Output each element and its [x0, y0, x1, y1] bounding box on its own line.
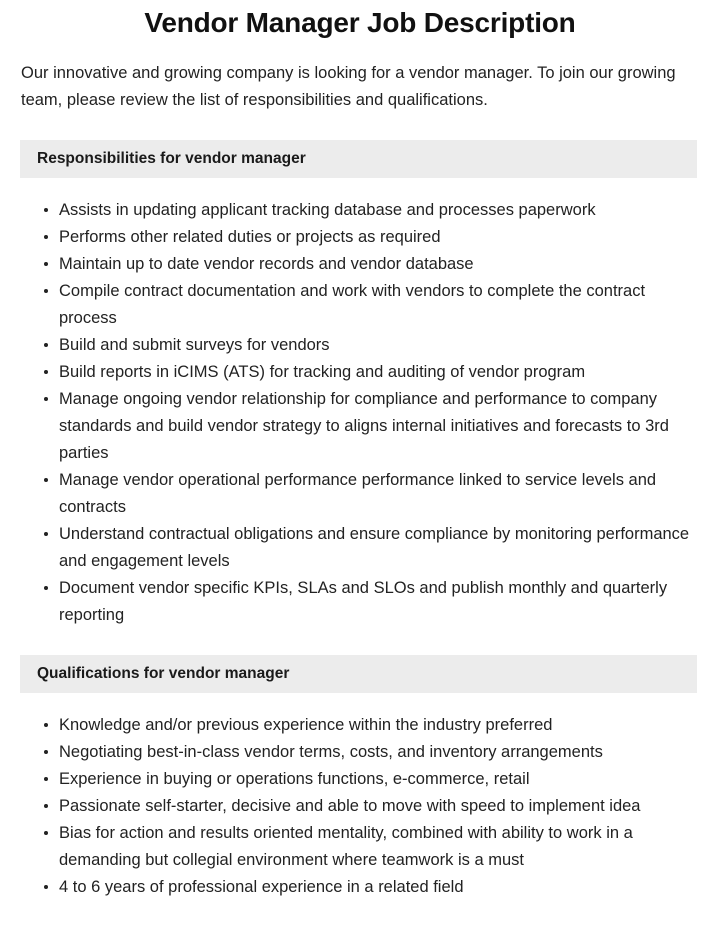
intro-paragraph: Our innovative and growing company is looking for a vendor manager. To join our growing team, please review the list of responsibilities and qualifications. — [21, 64, 676, 109]
list-item: Understand contractual obligations and ensure compliance by monitoring performance and engagement levels — [44, 521, 694, 575]
list-item: Build reports in iCIMS (ATS) for tracking and auditing of vendor program — [44, 359, 694, 386]
list-item: Manage vendor operational performance performance linked to service levels and contracts — [44, 467, 694, 521]
list-item: Negotiating best-in-class vendor terms, costs, and inventory arrangements — [44, 739, 694, 766]
list-item: Experience in buying or operations functions, e-commerce, retail — [44, 766, 694, 793]
list-item: Manage ongoing vendor relationship for compliance and performance to company standards and build vendor strategy to aligns internal initiatives and forecasts to 3rd parties — [44, 386, 694, 467]
list-item: Performs other related duties or projects as required — [44, 224, 694, 251]
list-item: Assists in updating applicant tracking database and processes paperwork — [44, 197, 694, 224]
page-title: Vendor Manager Job Description — [144, 7, 576, 38]
qualifications-list — [0, 693, 720, 901]
list-item: Passionate self-starter, decisive and able to move with speed to implement idea — [44, 793, 694, 820]
list-item: Document vendor specific KPIs, SLAs and SLOs and publish monthly and quarterly reporting — [44, 575, 694, 629]
list-item: Compile contract documentation and work with vendors to complete the contract process — [44, 278, 694, 332]
list-item: Knowledge and/or previous experience within the industry preferred — [44, 712, 694, 739]
list-item: Bias for action and results oriented mentality, combined with ability to work in a demanding but collegial environment where teamwork is a must — [44, 820, 694, 874]
list-item: Maintain up to date vendor records and vendor database — [44, 251, 694, 278]
section-header-responsibilities: Responsibilities for vendor manager — [20, 140, 697, 178]
list-item: Build and submit surveys for vendors — [44, 332, 694, 359]
section-responsibilities — [0, 140, 720, 629]
responsibilities-list — [0, 178, 720, 629]
section-qualifications — [0, 655, 720, 901]
list-item: 4 to 6 years of professional experience in a related field — [44, 874, 694, 901]
section-header-qualifications: Qualifications for vendor manager — [20, 655, 697, 693]
